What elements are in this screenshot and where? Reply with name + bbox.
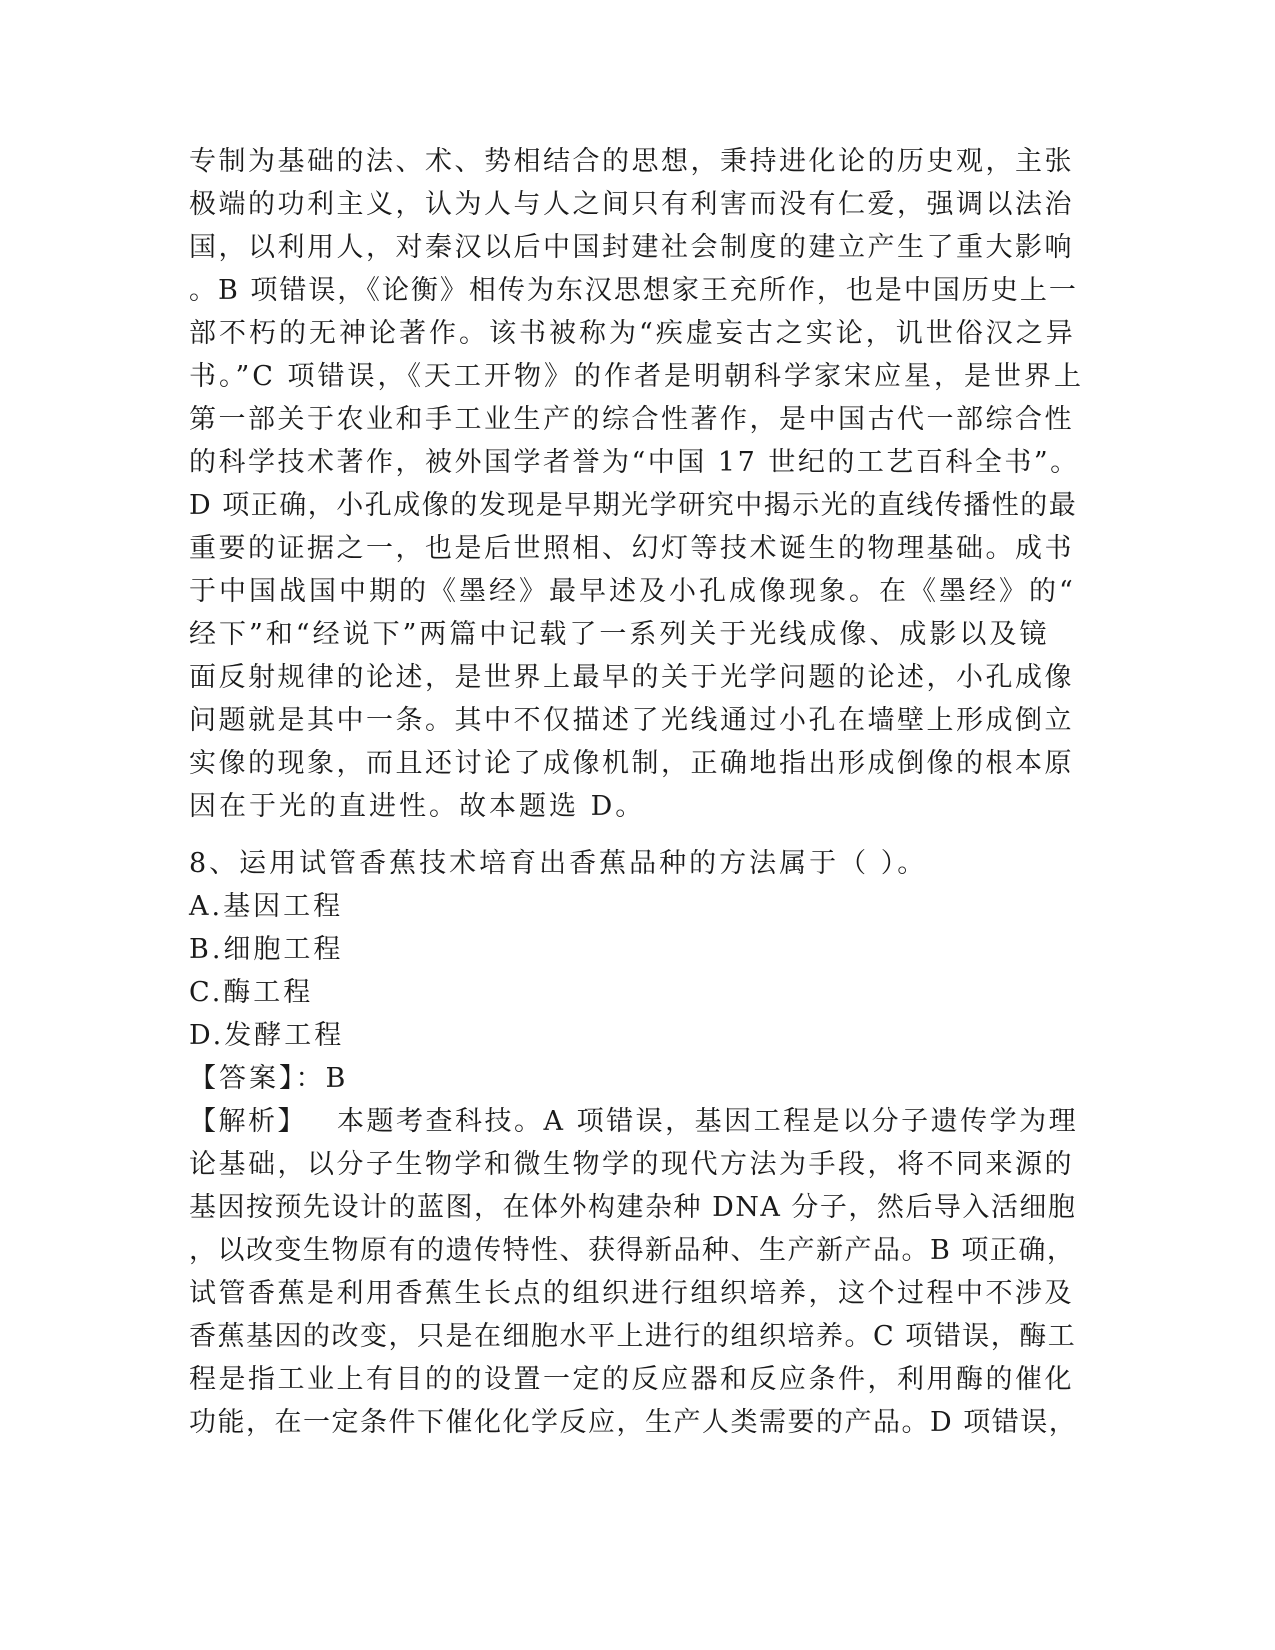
explanation-line: 面反射规律的论述，是世界上最早的关于光学问题的论述，小孔成像 <box>189 662 1074 693</box>
analysis-line: 香蕉基因的改变，只是在细胞水平上进行的组织培养。C 项错误，酶工 <box>189 1321 1077 1352</box>
analysis-line: 基因按预先设计的蓝图，在体外构建杂种 DNA 分子，然后导入活细胞 <box>189 1192 1077 1223</box>
previous-question-explanation <box>189 140 1084 828</box>
explanation-line: 重要的证据之一，也是后世照相、幻灯等技术诞生的物理基础。成书 <box>189 533 1074 564</box>
analysis-line: ，以改变生物原有的遗传特性、获得新品种、生产新产品。B 项正确， <box>189 1235 1076 1266</box>
option-d: D.发酵工程 <box>189 1020 345 1051</box>
paragraph-gap <box>189 828 1084 842</box>
question-8 <box>189 842 1084 1444</box>
analysis-line: 程是指工业上有目的的设置一定的反应器和反应条件，利用酶的催化 <box>189 1364 1074 1395</box>
option-c: C.酶工程 <box>189 977 314 1008</box>
explanation-line: 于中国战国中期的《墨经》最早述及小孔成像现象。在《墨经》的“ <box>189 576 1076 607</box>
explanation-line: 问题就是其中一条。其中不仅描述了光线通过小孔在墙壁上形成倒立 <box>189 705 1074 736</box>
answer-label: 【答案】 <box>189 1063 296 1094</box>
option-b: B.细胞工程 <box>189 934 344 965</box>
explanation-line: 。B 项错误，《论衡》相传为东汉思想家王充所作，也是中国历史上一 <box>189 275 1078 306</box>
explanation-line: 的科学技术著作，被外国学者誉为“中国 17 世纪的工艺百科全书”。 <box>189 447 1080 478</box>
answer-line <box>189 1057 1084 1100</box>
explanation-line: 部不朽的无神论著作。该书被称为“疾虚妄古之实论，讥世俗汉之异 <box>189 318 1076 349</box>
analysis-line: 功能，在一定条件下催化化学反应，生产人类需要的产品。D 项错误， <box>189 1407 1078 1438</box>
explanation-line: D 项正确，小孔成像的发现是早期光学研究中揭示光的直线传播性的最 <box>189 490 1078 521</box>
analysis-line: 本题考查科技。A 项错误，基因工程是以分子遗传学为理 <box>337 1106 1079 1137</box>
analysis-first-line <box>189 1100 1084 1143</box>
explanation-line: 实像的现象，而且还讨论了成像机制，正确地指出形成倒像的根本原 <box>189 748 1074 779</box>
analysis-line: 试管香蕉是利用香蕉生长点的组织进行组织培养，这个过程中不涉及 <box>189 1278 1074 1309</box>
answer-value: ：B <box>295 1063 349 1094</box>
explanation-line: 国，以利用人，对秦汉以后中国封建社会制度的建立产生了重大影响 <box>189 232 1074 263</box>
explanation-line: 书。”C 项错误，《天工开物》的作者是明朝科学家宋应星，是世界上 <box>189 361 1085 392</box>
explanation-line: 经下”和“经说下”两篇中记载了一系列关于光线成像、成影以及镜 <box>189 619 1050 650</box>
option-a: A.基因工程 <box>189 891 344 922</box>
page-content <box>189 140 1084 1444</box>
explanation-line: 极端的功利主义，认为人与人之间只有利害而没有仁爱，强调以法治 <box>189 189 1074 220</box>
analysis-line: 论基础，以分子生物学和微生物学的现代方法为手段，将不同来源的 <box>189 1149 1074 1180</box>
question-stem: 8、运用试管香蕉技术培育出香蕉品种的方法属于（ ）。 <box>189 848 928 879</box>
analysis-label: 【解析】 <box>189 1106 307 1137</box>
explanation-line: 因在于光的直进性。故本题选 D。 <box>189 791 646 822</box>
explanation-line: 第一部关于农业和手工业生产的综合性著作，是中国古代一部综合性 <box>189 404 1074 435</box>
explanation-line: 专制为基础的法、术、势相结合的思想，秉持进化论的历史观，主张 <box>189 146 1074 177</box>
